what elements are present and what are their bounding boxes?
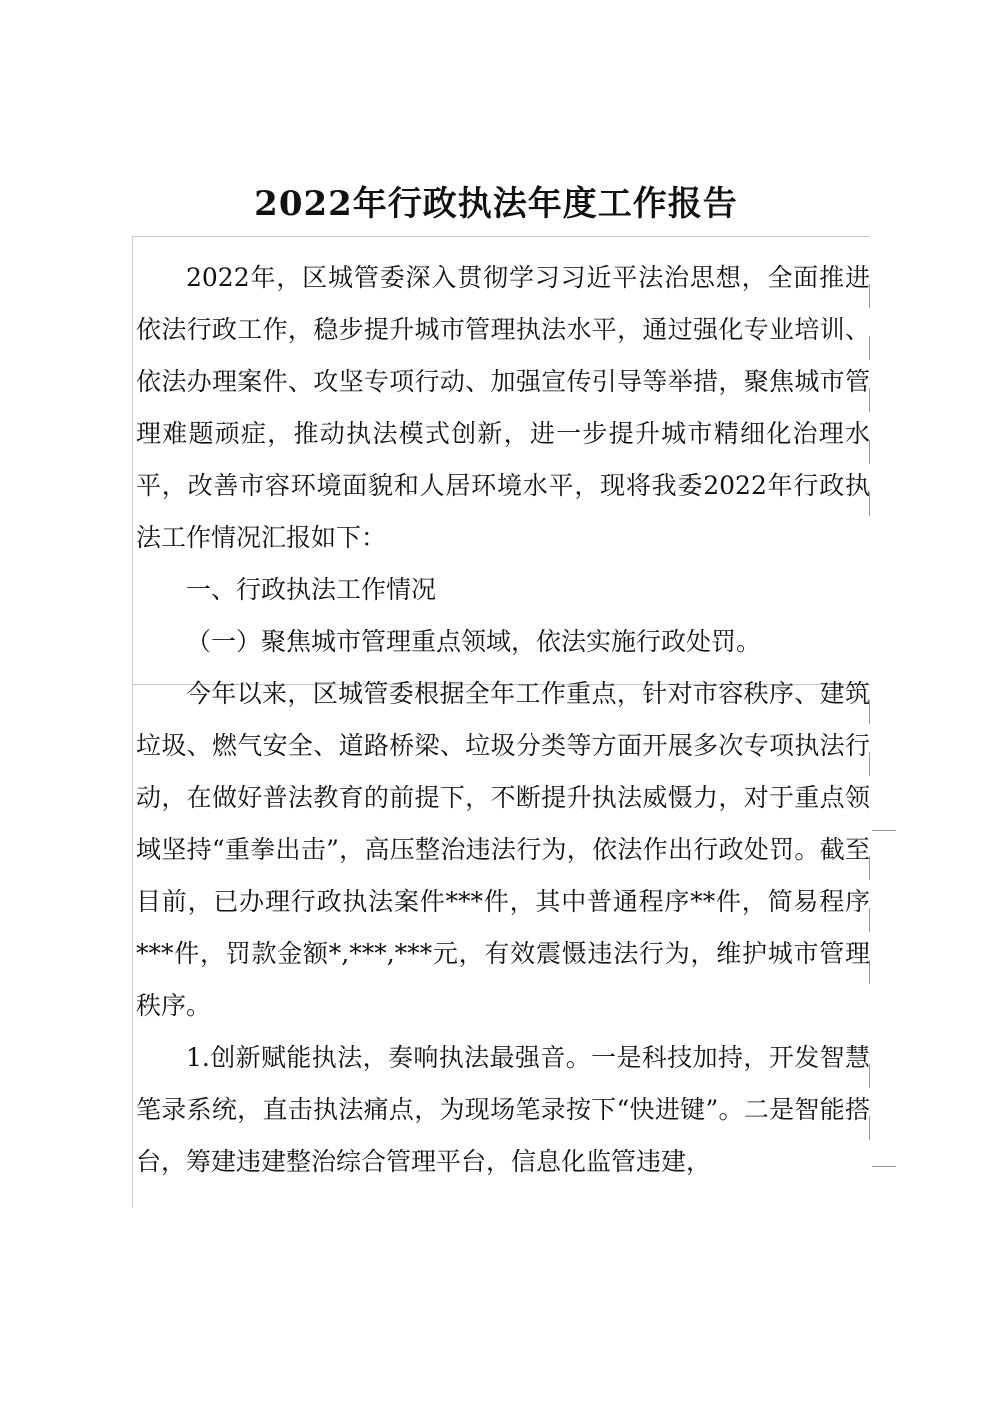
page-title: 2022年行政执法年度工作报告	[254, 184, 738, 224]
paragraph-intro: 2022年，区城管委深入贯彻学习习近平法治思想，全面推进依法行政工作，稳步提升城市管理执法水平，通过强化专业培训、依法办理案件、攻坚专项行动、加强宣传引导等举措，聚焦城市管理难题顽症，推动执法模式创新，进一步提升城市精细化治理水平，改善市容环境面貌和人居环境水平，现将我委2022年行政执法工作情况汇报如下：	[136, 263, 870, 552]
heading-section-1: 一、行政执法工作情况	[186, 575, 437, 604]
overflow-mark	[872, 830, 896, 831]
frame-top-border	[132, 236, 870, 237]
paragraph-innovation: 1.创新赋能执法，奏响执法最强音。一是科技加持，开发智慧笔录系统，直击执法痛点，为现场笔录按下“快进键”。二是智能搭台，筹建违建整治综合管理平台，信息化监管违建，	[136, 1043, 870, 1176]
overflow-mark	[872, 1166, 896, 1167]
frame-left-border	[132, 236, 133, 1208]
body-text	[136, 252, 870, 1188]
heading-subsection-1: （一）聚焦城市管理重点领域，依法实施行政处罚。	[186, 627, 762, 656]
paragraph-enforcement: 今年以来，区城管委根据全年工作重点，针对市容秩序、建筑垃圾、燃气安全、道路桥梁、垃圾分类等方面开展多次专项执法行动，在做好普法教育的前提下，不断提升执法威慑力，对于重点领域坚持“重拳出击”，高压整治违法行为，依法作出行政处罚。截至目前，已办理行政执法案件***件，其中普通程序**件，简易程序***件，罚款金额*,***,***元，有效震慑违法行为，维护城市管理秩序。	[136, 679, 870, 1020]
